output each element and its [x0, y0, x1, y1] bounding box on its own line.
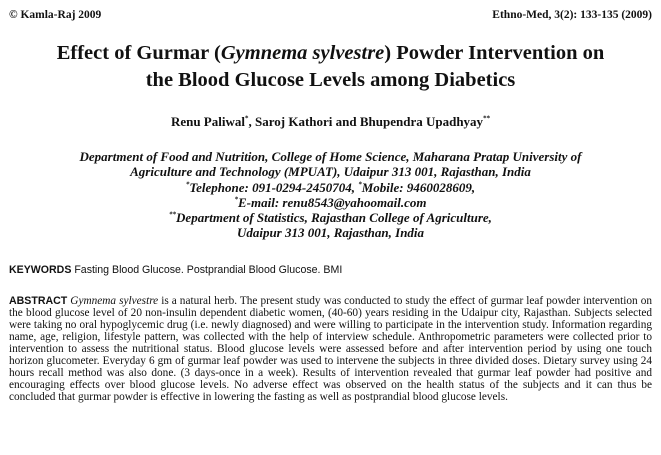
- keywords: [9, 264, 654, 276]
- title-part-1: Effect of Gurmar (: [56, 42, 221, 64]
- email-mark: *: [234, 195, 238, 204]
- keywords-label: KEYWORDS: [9, 264, 72, 276]
- author-1-mark: *: [244, 114, 249, 123]
- author-list: [0, 114, 661, 130]
- stats-department: Department of Statistics, Rajasthan College of Agriculture,: [176, 210, 492, 226]
- phone-mark: *: [185, 180, 190, 189]
- telephone: Telephone: 091-0294-2450704,: [189, 179, 359, 195]
- title-species: Gymnema sylvestre: [220, 42, 385, 64]
- stats-mark: **: [169, 210, 177, 219]
- keywords-text: Fasting Blood Glucose. Postprandial Blood Glucose. BMI: [71, 264, 343, 276]
- author-sep-1: ,: [248, 114, 255, 129]
- abstract-species: Gymnema sylvestre: [70, 295, 159, 307]
- abstract: [9, 295, 652, 403]
- mobile: Mobile: 9460028609,: [361, 179, 476, 195]
- author-sep-2: and: [332, 114, 360, 129]
- journal-citation: Ethno-Med, 3(2): 133-135 (2009): [492, 9, 652, 21]
- paper-title: [0, 40, 661, 94]
- title-part-2: ) Powder Intervention on: [384, 42, 605, 64]
- copyright-notice: © Kamla-Raj 2009: [9, 9, 102, 21]
- running-header: [9, 9, 652, 23]
- abstract-text: is a natural herb. The present study was conducted to study the effect of gurmar leaf powder intervention on the blood glucose level of 20 non-insulin dependent diabetic women, (40-60) years residing in the Udaipur city, Rajasthan. Subjects selected were taking no oral hypoglycemic drug (i.e. newly diagnosed) and were willing to participate in the intervention study. Information regarding name, age, religion, lifestyle pattern, was collected with the help of interview schedule. Anthropometric parameters were collected prior to intervention to assess the nutritional status. Blood glucose levels were assessed before and after intervention period by using one touch horizon glucometer. Everyday 6 gm of gurmar leaf powder was used to intervene the subjects in three divided doses. Dietary survey using 24 hours recall method was also done. (3 days-once in a week). Results of intervention revealed that gurmar leaf powder had positive and encouraging effects over blood glucose levels. No adverse effect was observed on the health status of the subjects and it can thus be concluded that gurmar powder is effective in lowering the fasting as well as postprandial blood glucose levels.: [9, 295, 652, 403]
- affiliation-line-6: Udaipur 313 001, Rajasthan, India: [236, 225, 425, 241]
- author-3-mark: **: [483, 114, 491, 123]
- abstract-label: ABSTRACT: [9, 295, 68, 307]
- author-1: Renu Paliwal: [170, 114, 245, 129]
- author-2: Saroj Kathori: [254, 114, 333, 129]
- mobile-mark: *: [358, 180, 362, 189]
- affiliation-line-2: Agriculture and Technology (MPUAT), Udaipur 313 001, Rajasthan, India: [130, 164, 531, 180]
- affiliation-line-5: [0, 210, 661, 225]
- title-line-1: [0, 40, 661, 67]
- affiliations: [0, 149, 661, 241]
- affiliation-contact-phone: [0, 180, 661, 195]
- affiliation-contact-email: [0, 195, 661, 210]
- affiliation-line-1: Department of Food and Nutrition, College of Home Science, Maharana Pratap University of: [79, 149, 582, 164]
- title-line-2: the Blood Glucose Levels among Diabetics: [145, 69, 516, 91]
- author-3: Bhupendra Upadhyay: [359, 114, 484, 129]
- email: E-mail: renu8543@yahoomail.com: [238, 194, 427, 210]
